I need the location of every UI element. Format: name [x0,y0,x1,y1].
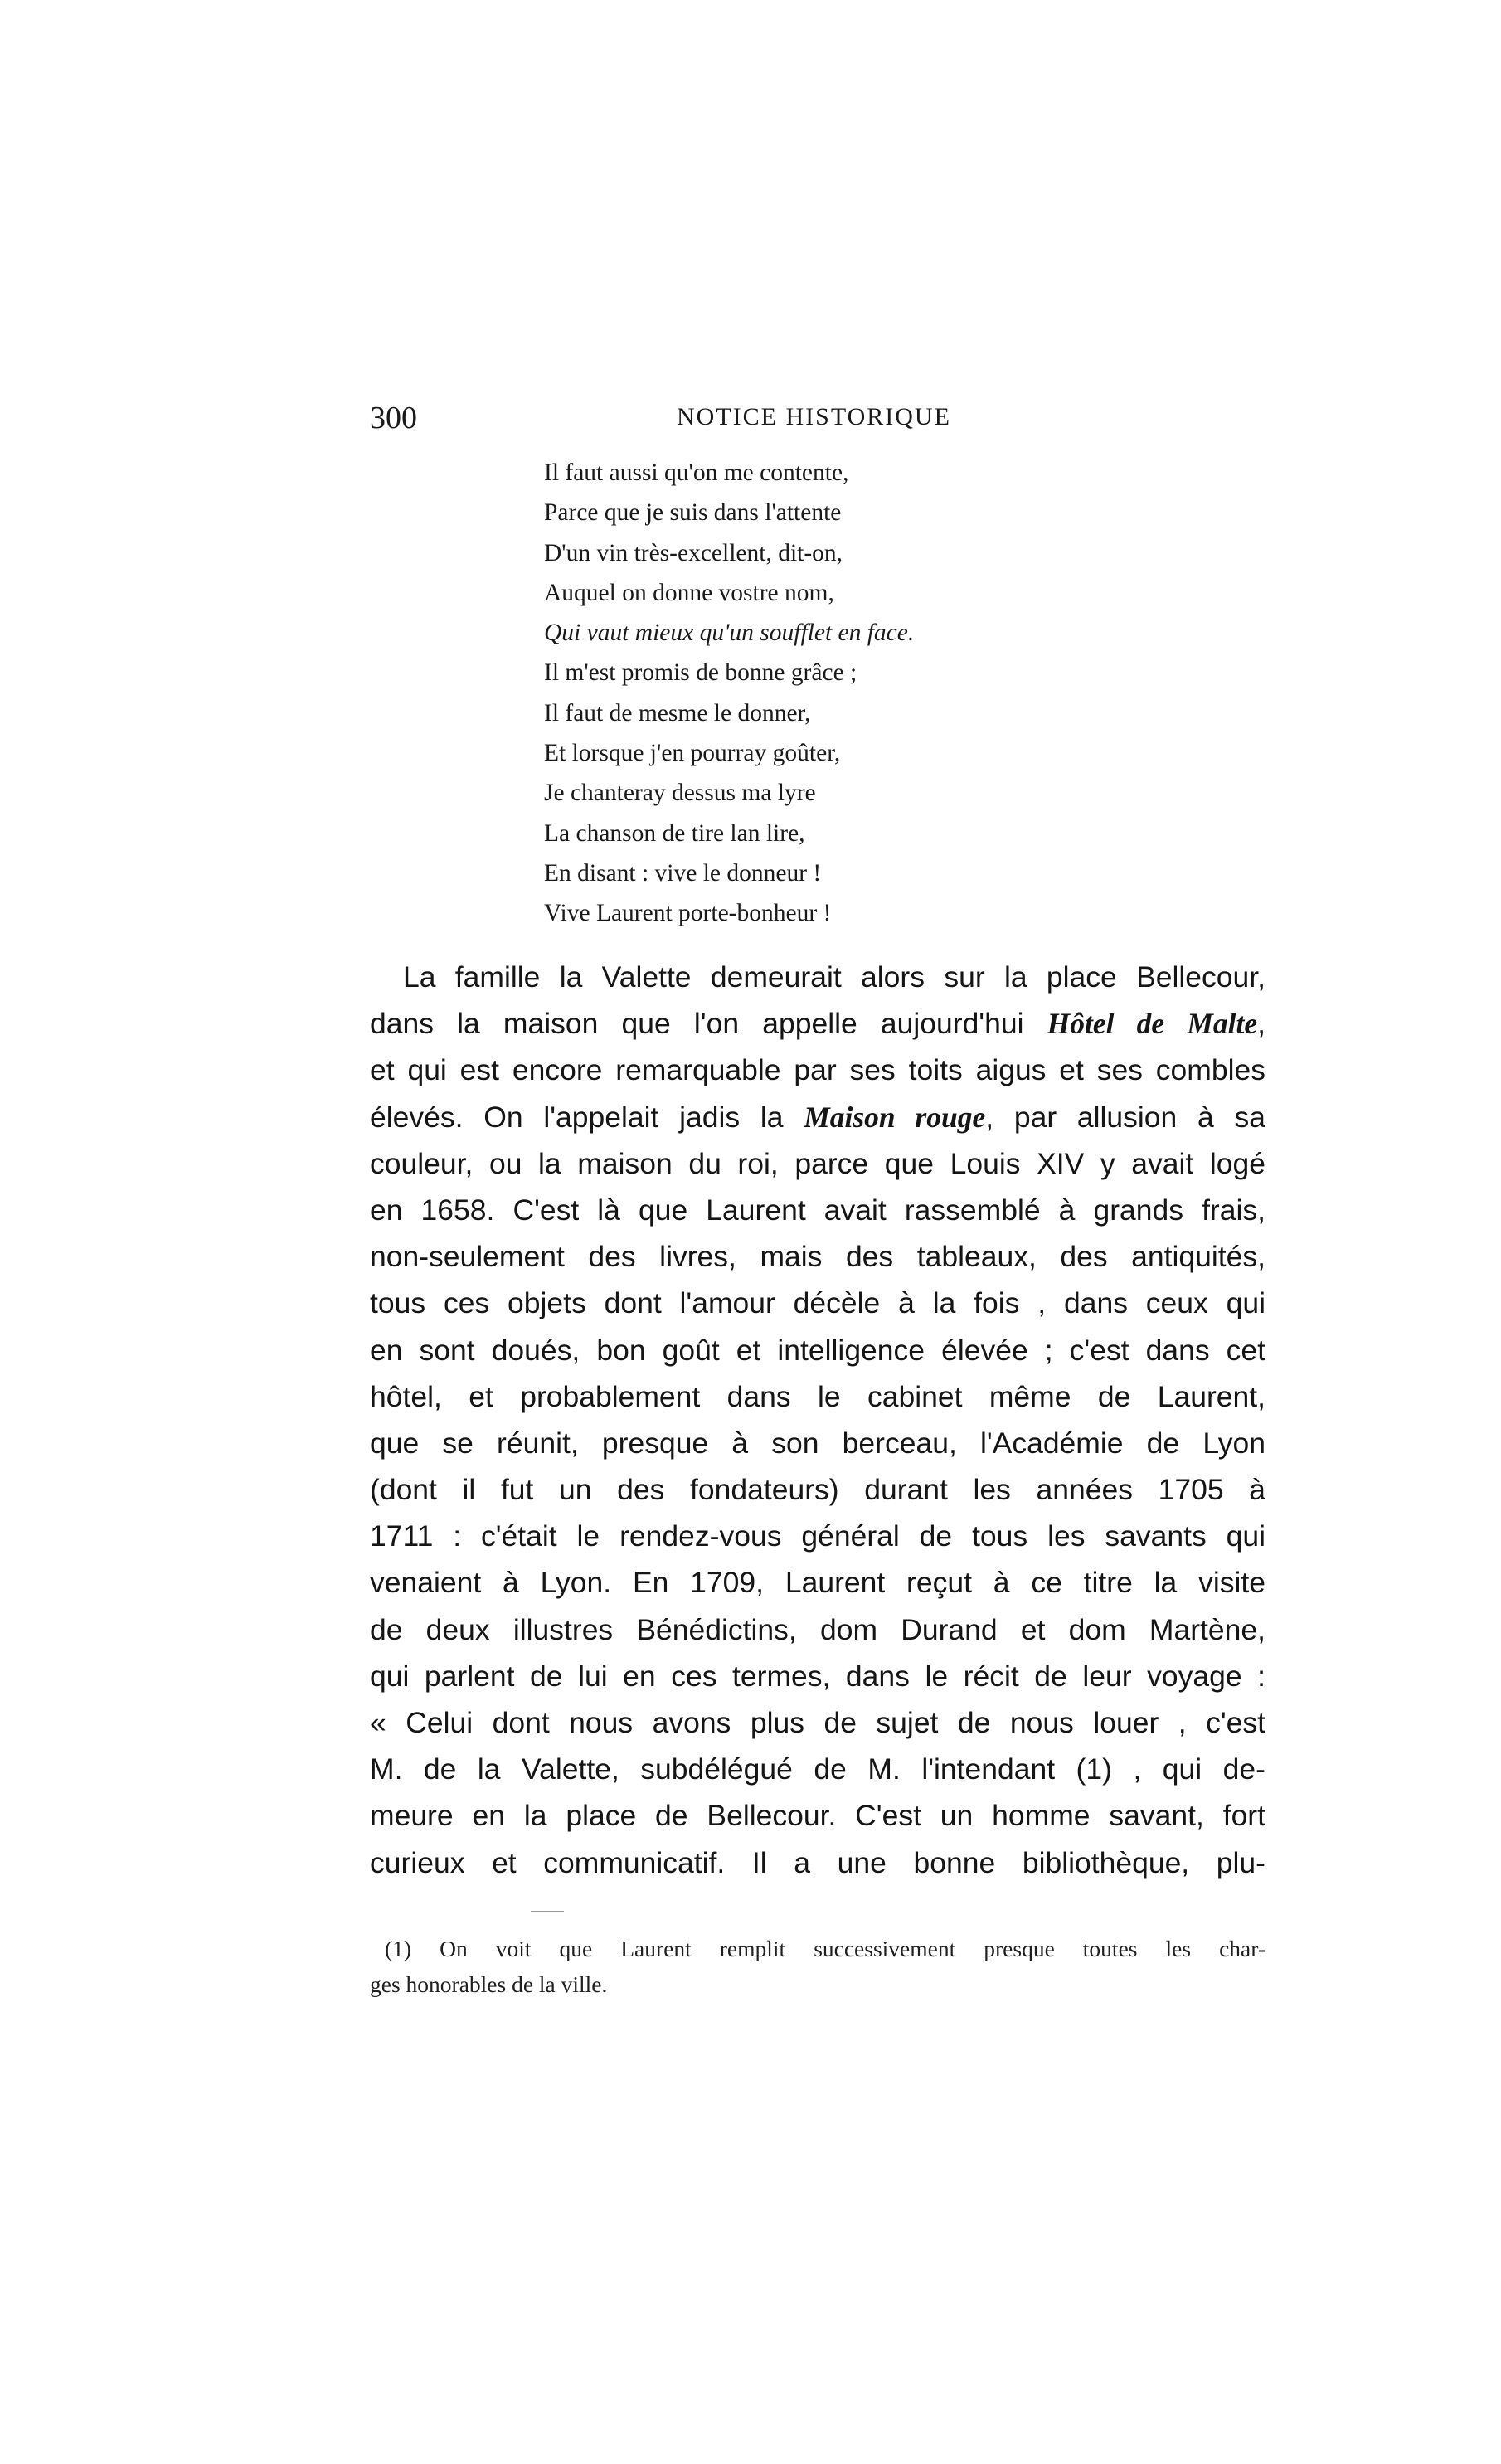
body-paragraph [370,954,1265,1886]
text-line: M. de la Valette, subdélégué de M. l'intendant (1) , qui de- [370,1752,1265,1786]
italic-term-hotel-de-malte: Hôtel de Malte [1047,1007,1258,1041]
text-line: 1711 : c'était le rendez-vous général de tous les savants qui [370,1519,1265,1553]
text-line: en 1658. C'est là que Laurent avait rassemblé à grands frais, [370,1193,1265,1227]
text-line: venaient à Lyon. En 1709, Laurent reçut à ce titre la visite [370,1566,1265,1600]
poem-verse: Il m'est promis de bonne grâce ; [544,659,857,687]
poem-verse: Et lorsque j'en pourray goûter, [544,740,841,767]
text-line: et qui est encore remarquable par ses toits aigus et ses combles [370,1053,1265,1087]
poem-verse: Je chanteray dessus ma lyre [544,780,816,807]
page-number: 300 [370,401,417,435]
poem-verse: Parce que je suis dans l'attente [544,499,842,527]
poem-verse: En disant : vive le donneur ! [544,859,822,887]
footnotes [370,1931,1265,2002]
text-line: tous ces objets dont l'amour décèle à la fois , dans ceux qui [370,1286,1265,1320]
text-line [370,1094,1265,1140]
text-line [370,1000,1265,1047]
text-line: de deux illustres Bénédictins, dom Durand et dom Martène, [370,1612,1265,1646]
text-line: non-seulement des livres, mais des tableaux, des antiquités, [370,1240,1265,1274]
text-line: hôtel, et probablement dans le cabinet même de Laurent, [370,1379,1265,1413]
text-line: La famille la Valette demeurait alors sur la place Bellecour, [403,960,1265,994]
running-title: NOTICE HISTORIQUE [677,403,951,430]
italic-term-maison-rouge: Maison rouge [804,1100,986,1134]
poem-verse: Il faut aussi qu'on me contente, [544,459,849,486]
text-span: dans la maison que l'on appelle aujourd'hui [370,1007,1047,1041]
text-line: « Celui dont nous avons plus de sujet de nous louer , c'est [370,1706,1265,1739]
text-line: couleur, ou la maison du roi, parce que Louis XIV y avait logé [370,1146,1265,1180]
footnote-line: ges honorables de la ville. [370,1971,608,1997]
text-line: en sont doués, bon goût et intelligence élevée ; c'est dans cet [370,1333,1265,1367]
text-line: (dont il fut un des fondateurs) durant les années 1705 à [370,1473,1265,1507]
poem-verse: La chanson de tire lan lire, [544,819,805,847]
text-line: curieux et communicatif. Il a une bonne bibliothèque, plu- [370,1845,1265,1879]
poem-verse: Auquel on donne vostre nom, [544,579,834,606]
text-line: qui parlent de lui en ces termes, dans le récit de leur voyage : [370,1659,1265,1693]
poem-verse [544,613,1174,653]
text-span: , par allusion à sa [985,1100,1265,1134]
text-line: que se réunit, presque à son berceau, l'Académie de Lyon [370,1426,1265,1460]
poem-verse: D'un vin très-excellent, dit-on, [544,539,843,566]
page-header [370,400,1265,441]
footnote-divider [531,1911,564,1912]
poem-verse: Vive Laurent porte-bonheur ! [544,900,832,927]
footnote-line: (1) On voit que Laurent remplit successivement presque toutes les char- [385,1936,1265,1961]
text-span: , [1257,1007,1265,1041]
poem-verse-italic: Qui vaut mieux qu'un soufflet en face. [544,620,915,647]
poem-verse: Il faut de mesme le donner, [544,699,811,727]
poem-quotation [544,453,1174,934]
text-span: élevés. On l'appelait jadis la [370,1100,804,1134]
text-line: meure en la place de Bellecour. C'est un homme savant, fort [370,1799,1265,1833]
